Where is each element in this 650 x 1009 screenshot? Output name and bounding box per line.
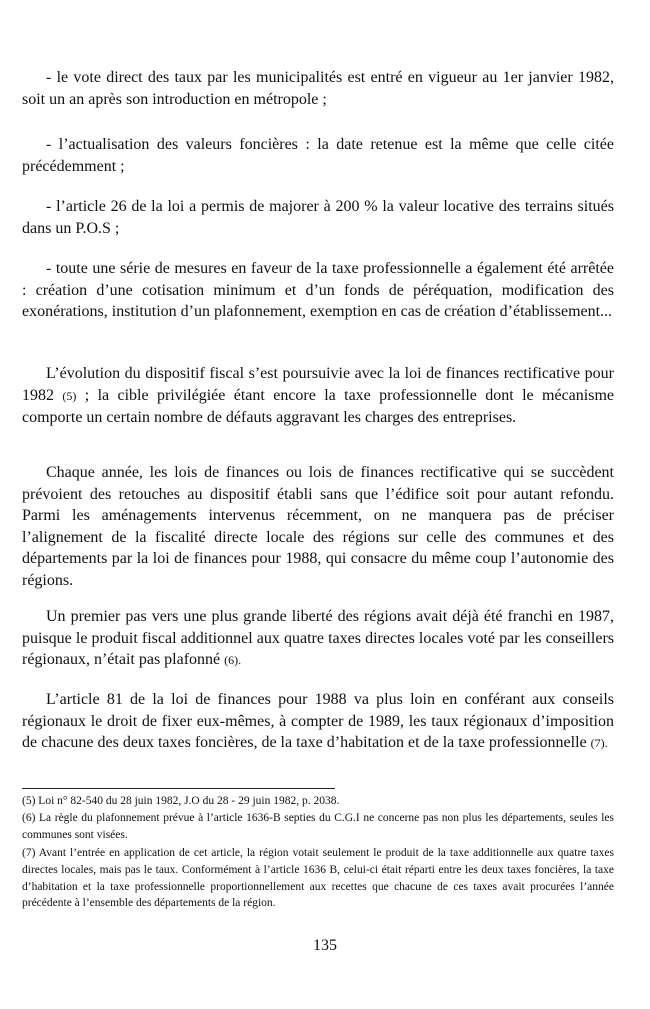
paragraph-text-after: ; la cible privilégiée étant encore la taxe professionnelle dont le mécanisme comporte un certain nombre de défauts aggravant les charges des entreprises. bbox=[22, 386, 614, 426]
paragraph-text: L’article 81 de la loi de finances pour 1988 va plus loin en conférant aux conseils régionaux le droit de fixer eux-mêmes, à compter de 1989, les taux régionaux d’imposition de chacune des deux taxes foncières, de la taxe d’habitation et de la taxe professionnelle bbox=[22, 691, 614, 751]
footnote-number: (7) bbox=[22, 847, 36, 859]
paragraph-article-26 bbox=[22, 196, 614, 239]
paragraph-article-81 bbox=[22, 689, 614, 755]
paragraph-text: - le vote direct des taux par les municipalités est entré en vigueur au 1er janvier 1982, soit un an après son introduction en métropole ; bbox=[22, 69, 614, 108]
footnote-6 bbox=[22, 810, 614, 844]
paragraph-text: - l’actualisation des valeurs foncières : la date retenue est la même que celle citée précédemment ; bbox=[22, 136, 614, 175]
paragraph-actualisation bbox=[22, 134, 614, 177]
paragraph-vote-direct bbox=[22, 67, 614, 110]
page-number: 135 bbox=[313, 937, 337, 954]
footnote-ref-5[interactable]: (5) bbox=[62, 388, 77, 403]
paragraph-text: Un premier pas vers une plus grande liberté des régions avait déjà été franchi en 1987, puisque le produit fiscal additionnel aux quatre taxes directes locales voté par les conseillers régionaux, n’était pas plafonné bbox=[22, 608, 614, 668]
paragraph-text: L’évolution du dispositif fiscal s’est poursuivie avec la loi de finances rectificative pour 1982 bbox=[22, 365, 614, 404]
paragraph-text: Chaque année, les lois de finances ou lois de finances rectificative qui se succèdent prévoient des retouches au dispositif établi sans que l’édifice soit pour autant refondu. Parmi les aménagements intervenus récemment, on ne manquera pas de préciser l’alignement de la fiscalité directe locale des régions sur celle des communes et des départements par la loi de finances pour 1988, qui consacre du même coup l’autonomie des régions. bbox=[22, 464, 614, 589]
footnote-text: La règle du plafonnement prévue à l’article 1636-B septies du C.G.I ne concerne pas non plus les départements, seules les communes sont visées. bbox=[22, 812, 614, 841]
paragraph-evolution bbox=[22, 363, 614, 429]
paragraph-taxe-professionnelle bbox=[22, 258, 614, 323]
footnote-number: (6) bbox=[22, 812, 36, 824]
footnote-text: Avant l’entrée en application de cet article, la région votait seulement le produit de la taxe additionnelle aux quatre taxes directes locales, mais pas le taux. Conformément à l’article 1636 B, celui-ci était réparti entre les deux taxes foncières, la taxe d’habitation et la taxe professionnelle proportionnellement aux recettes que chacune de ces taxes avait procurées l’année précédente à l’ensemble des départements de la région. bbox=[22, 847, 614, 910]
footnote-ref-7[interactable]: (7). bbox=[590, 736, 608, 750]
paragraph-premier-pas bbox=[22, 606, 614, 672]
paragraph-text: - l’article 26 de la loi a permis de majorer à 200 % la valeur locative des terrains situés dans un P.O.S ; bbox=[22, 198, 614, 237]
footnote-ref-6[interactable]: (6). bbox=[224, 653, 242, 667]
footnote-7 bbox=[22, 845, 614, 912]
footnote-number: (5) bbox=[22, 795, 36, 807]
paragraph-text: - toute une série de mesures en faveur de la taxe professionnelle a également été arrêtée : création d’une cotisation minimum et d’un fonds de péréquation, modification des exonérations, institution d’un plafonnement, exemption en cas de création d’établissement... bbox=[22, 260, 614, 320]
paragraph-chaque-annee bbox=[22, 462, 614, 591]
footnote-text: Loi n° 82-540 du 28 juin 1982, J.O du 28 - 29 juin 1982, p. 2038. bbox=[38, 795, 340, 807]
footnote-5 bbox=[22, 793, 614, 810]
footnote-divider bbox=[22, 788, 335, 789]
